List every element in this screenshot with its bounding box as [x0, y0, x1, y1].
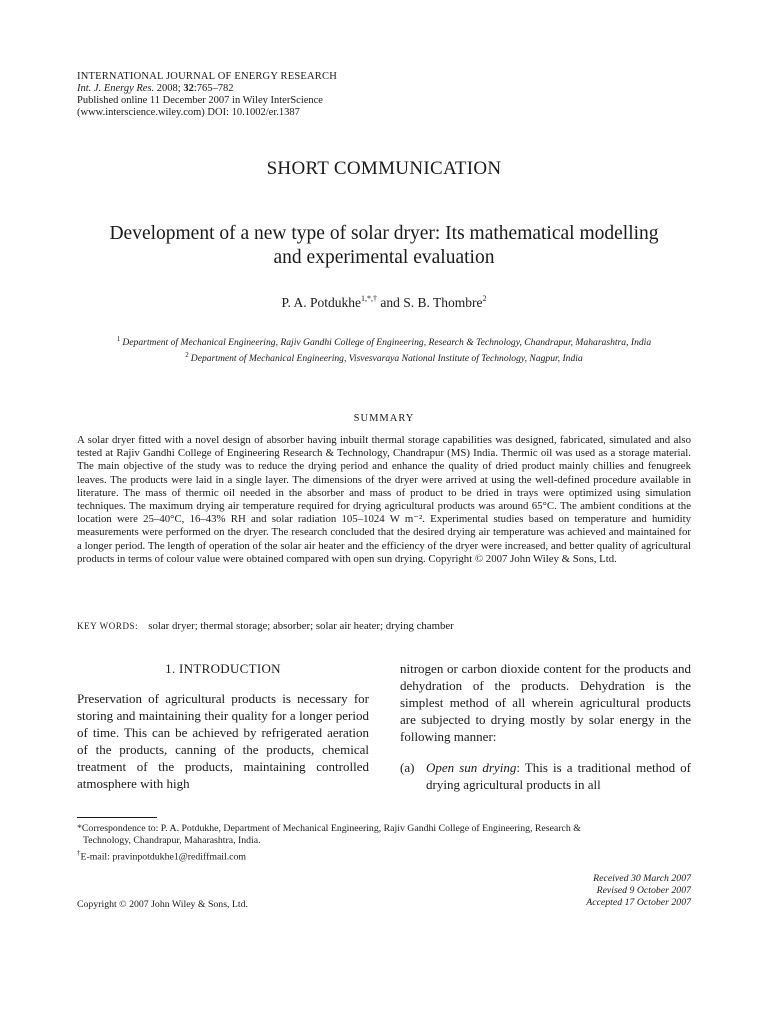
journal-name: INTERNATIONAL JOURNAL OF ENERGY RESEARCH	[77, 71, 337, 82]
correspondence-line-1: *Correspondence to: P. A. Potdukhe, Department of Mechanical Engineering, Rajiv Gandhi College of Engineering, Research &	[77, 823, 581, 834]
email-mark: †	[77, 849, 81, 857]
author-2-marks: 2	[482, 294, 487, 303]
received-dates	[586, 873, 691, 909]
journal-citation	[77, 83, 337, 95]
author-2: S. B. Thombre	[403, 295, 483, 310]
affiliation-2-text: Department of Mechanical Engineering, Visvesvaraya National Institute of Technology, Nagpur, India	[190, 353, 583, 364]
journal-header	[77, 71, 337, 119]
affiliations	[60, 333, 708, 365]
keywords-text: solar dryer; thermal storage; absorber; solar air heater; drying chamber	[148, 620, 454, 632]
affiliation-1	[60, 333, 708, 349]
intro-paragraph-left: Preservation of agricultural products is necessary for storing and maintaining their quality for a longer period of time. This can be achieved by refrigerated aeration of the products, canning of the products, chemical treatment of the products, maintaining controlled atmosphere with high	[77, 691, 369, 791]
title-line-2: and experimental evaluation	[273, 247, 495, 268]
summary-heading: SUMMARY	[353, 413, 415, 424]
copyright-footer: Copyright © 2007 John Wiley & Sons, Ltd.	[77, 899, 248, 910]
affiliation-2-mark: 2	[185, 351, 189, 359]
received-date: Received 30 March 2007	[593, 873, 691, 884]
list-item-body: : This is a traditional method of drying agricultural products in all	[426, 760, 691, 792]
affiliation-1-text: Department of Mechanical Engineering, Rajiv Gandhi College of Engineering, Research & Technology, Chandrapur, Maharashtra, India	[122, 337, 652, 348]
citation-volume: 32	[183, 83, 194, 94]
intro-paragraph-right: nitrogen or carbon dioxide content for the products and dehydration of the products. Dehydration is the simplest method of all wherein agricultural products are subjected to drying mostly by solar energy in the following manner:	[400, 661, 691, 744]
list-item-text	[426, 759, 691, 793]
author-list	[0, 294, 768, 311]
section-type: SHORT COMMUNICATION	[266, 158, 502, 179]
right-column	[400, 660, 691, 793]
author-1: P. A. Potdukhe	[281, 295, 361, 310]
article-title	[60, 222, 708, 270]
footnotes	[77, 823, 691, 863]
footnote-divider	[77, 817, 157, 818]
doi-line: (www.interscience.wiley.com) DOI: 10.1002/er.1387	[77, 107, 300, 118]
revised-date: Revised 9 October 2007	[596, 885, 691, 896]
keywords-label: KEY WORDS:	[77, 621, 139, 631]
published-line: Published online 11 December 2007 in Wiley InterScience	[77, 95, 323, 106]
email-text: E-mail: pravinpotdukhe1@rediffmail.com	[80, 851, 247, 863]
list-item-marker: (a)	[400, 760, 415, 775]
citation-pages: :765–782	[193, 83, 234, 94]
email-footnote	[77, 847, 691, 863]
summary-text: A solar dryer fitted with a novel design of absorber having inbuilt thermal storage capabilities was designed, fabricated, simulated and also tested at Rajiv Gandhi College of Engineering Research & Technology, Chandrapur (MS) India. Thermic oil was used as a storage material. The main objective of the study was to reduce the drying period and enhance the quality of dried product mainly chillies and fenugreek leaves. The products were laid in a single layer. The dimensions of the dryer were arrived at using the well-defined procedure available in literature. The mass of thermic oil needed in the absorber and mass of product to be dried in trays were optimized using simulation techniques. The maximum drying air temperature required for drying agricultural products was around 65°C. The ambient conditions at the location were 25–40°C, 16–43% RH and solar radiation 105–1024 W m⁻². Experimental studies based on temperature and humidity measurements were performed on the dryer. The research concluded that the desired drying air temperature was achieved and maintained for a longer period. The length of operation of the solar air heater and the efficiency of the dryer were increased, and better quality of agricultural products in terms of colour value were obtained compared with open sun drying. Copyright © 2007 John Wiley & Sons, Ltd.	[77, 434, 691, 565]
intro-heading: 1. INTRODUCTION	[165, 661, 281, 676]
citation-abbrev: Int. J. Energy Res.	[77, 83, 155, 94]
affiliation-2	[60, 349, 708, 365]
list-item-term: Open sun drying	[426, 760, 517, 775]
accepted-date: Accepted 17 October 2007	[586, 897, 691, 908]
title-line-1: Development of a new type of solar dryer: Its mathematical modelling	[109, 223, 659, 244]
left-column	[77, 660, 369, 792]
correspondence-line-2: Technology, Chandrapur, Maharashtra, India.	[83, 835, 261, 846]
citation-year: 2008;	[156, 83, 181, 94]
author-conjunction: and	[377, 295, 404, 310]
list-item	[400, 759, 691, 793]
affiliation-1-mark: 1	[116, 335, 121, 343]
keywords	[77, 620, 691, 632]
author-1-marks: 1,*,†	[361, 294, 377, 303]
